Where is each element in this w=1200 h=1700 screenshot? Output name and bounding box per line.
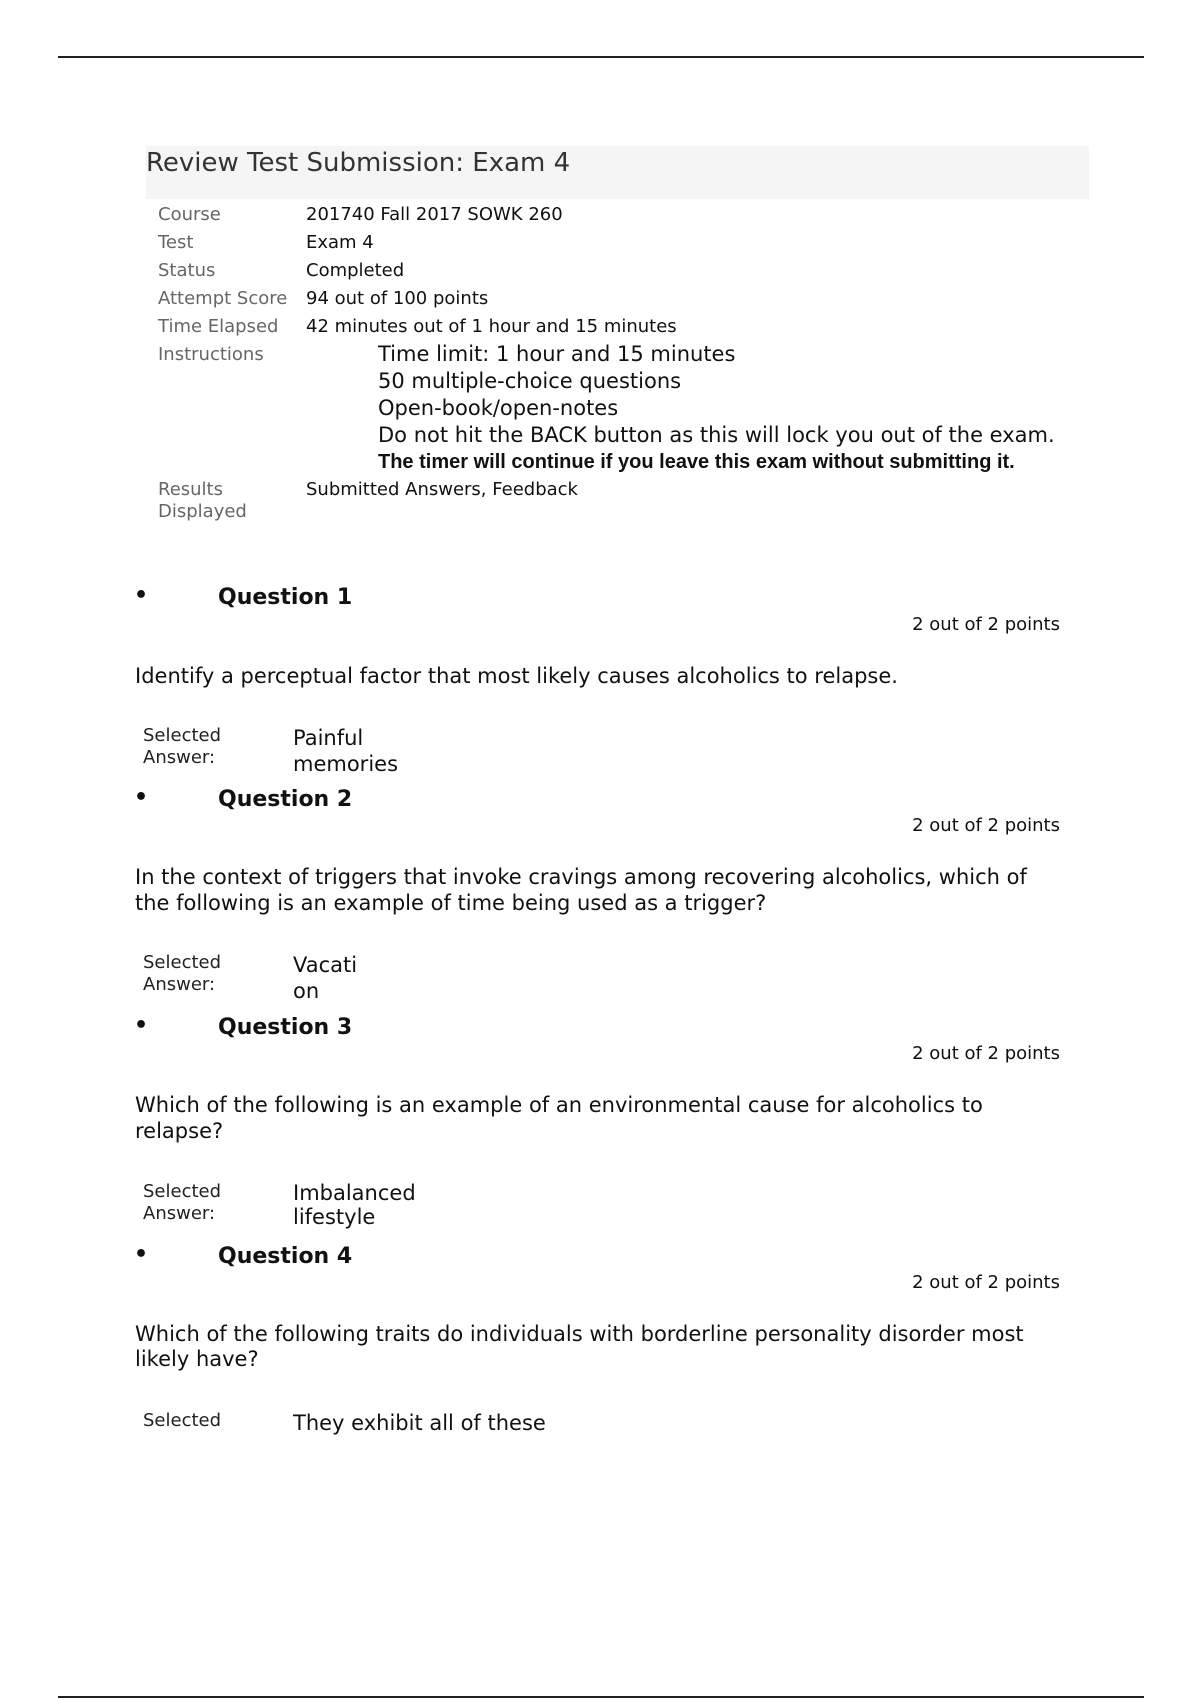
instruction-line: Time limit: 1 hour and 15 minutes bbox=[378, 342, 736, 366]
submission-details bbox=[158, 201, 1058, 523]
selected-answer bbox=[143, 725, 399, 777]
course-row bbox=[158, 201, 1058, 229]
question-3 bbox=[130, 1013, 1060, 1238]
elapsed-row bbox=[158, 313, 1058, 341]
question-header bbox=[130, 1242, 1060, 1272]
results-row bbox=[158, 476, 1058, 523]
course-label: Course bbox=[158, 204, 221, 225]
instruction-warning: The timer will continue if you leave this exam without submitting it. bbox=[378, 451, 1015, 473]
selected-answer-value: Imbalanced lifestyle bbox=[293, 1181, 416, 1229]
status-label: Status bbox=[158, 260, 216, 281]
question-header bbox=[130, 1013, 1060, 1043]
instruction-line: 50 multiple-choice questions bbox=[378, 369, 682, 393]
question-points: 2 out of 2 points bbox=[912, 1272, 1060, 1293]
test-row bbox=[158, 229, 1058, 257]
selected-answer-value: Vacation bbox=[293, 953, 358, 1003]
selected-answer bbox=[143, 952, 361, 1004]
bullet-icon: • bbox=[134, 1013, 149, 1038]
status-row bbox=[158, 257, 1058, 285]
question-points: 2 out of 2 points bbox=[912, 815, 1060, 836]
question-text: Identify a perceptual factor that most likely causes alcoholics to relapse. bbox=[135, 664, 898, 688]
selected-answer-value: They exhibit all of these bbox=[293, 1411, 546, 1435]
question-title: Question 4 bbox=[218, 1244, 353, 1269]
selected-answer bbox=[143, 1410, 546, 1436]
question-points: 2 out of 2 points bbox=[912, 1043, 1060, 1064]
instruction-line: Do not hit the BACK button as this will lock you out of the exam. bbox=[378, 423, 1055, 447]
selected-answer-label: Selected Answer: bbox=[143, 1181, 222, 1224]
test-value: Exam 4 bbox=[306, 232, 374, 253]
question-2 bbox=[130, 785, 1060, 1010]
status-value: Completed bbox=[306, 260, 405, 281]
instructions-text bbox=[306, 341, 1058, 476]
score-label: Attempt Score bbox=[158, 288, 288, 309]
question-header bbox=[130, 785, 1060, 815]
selected-answer bbox=[143, 1181, 433, 1229]
title-bar bbox=[146, 146, 1089, 199]
test-label: Test bbox=[158, 232, 194, 253]
results-value: Submitted Answers, Feedback bbox=[306, 479, 578, 500]
question-text: In the context of triggers that invoke cravings among recovering alcoholics, which of the following is an example of time being used as a trigger? bbox=[135, 865, 1027, 915]
bullet-icon: • bbox=[134, 785, 149, 810]
score-row bbox=[158, 285, 1058, 313]
page-title: Review Test Submission: Exam 4 bbox=[146, 148, 571, 178]
question-1 bbox=[130, 583, 1060, 783]
question-title: Question 2 bbox=[218, 787, 353, 812]
selected-answer-label: Selected Answer: bbox=[143, 725, 222, 768]
bullet-icon: • bbox=[134, 583, 149, 608]
top-divider bbox=[58, 56, 1144, 58]
selected-answer-value: Painful memories bbox=[293, 726, 399, 776]
score-value: 94 out of 100 points bbox=[306, 288, 489, 309]
selected-answer-label: Selected bbox=[143, 1410, 222, 1431]
question-text: Which of the following is an example of an environmental cause for alcoholics to relapse? bbox=[135, 1093, 983, 1143]
question-text: Which of the following traits do individuals with borderline personality disorder most likely have? bbox=[135, 1322, 1024, 1371]
instructions-label: Instructions bbox=[158, 344, 264, 365]
question-title: Question 3 bbox=[218, 1015, 353, 1040]
question-points: 2 out of 2 points bbox=[912, 614, 1060, 635]
results-label: Results Displayed bbox=[158, 479, 247, 522]
elapsed-value: 42 minutes out of 1 hour and 15 minutes bbox=[306, 316, 677, 337]
bottom-divider bbox=[58, 1696, 1144, 1698]
instructions-row bbox=[158, 341, 1058, 476]
elapsed-label: Time Elapsed bbox=[158, 316, 279, 337]
bullet-icon: • bbox=[134, 1242, 149, 1267]
question-4 bbox=[130, 1242, 1060, 1442]
question-header bbox=[130, 583, 1060, 613]
question-title: Question 1 bbox=[218, 585, 353, 610]
course-value: 201740 Fall 2017 SOWK 260 bbox=[306, 204, 563, 225]
instruction-line: Open-book/open-notes bbox=[378, 396, 619, 420]
selected-answer-label: Selected Answer: bbox=[143, 952, 222, 995]
